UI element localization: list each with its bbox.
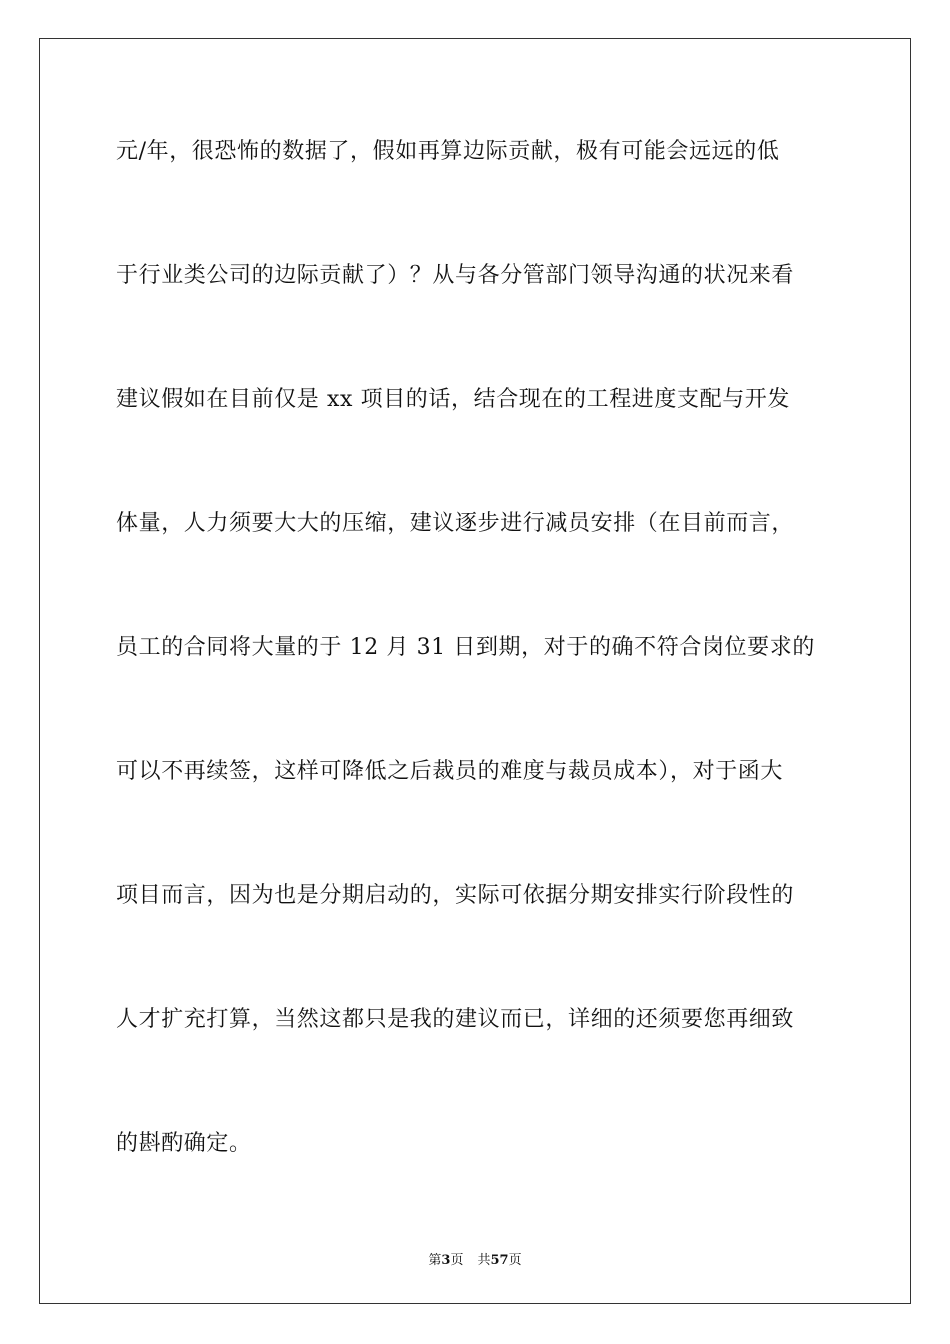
text-line-1: 元/年，很恐怖的数据了，假如再算边际贡献，极有可能会远远的低 xyxy=(116,139,780,164)
text-line-5: 员工的合同将大量的于 12 月 31 日到期，对于的确不符合岗位要求的 xyxy=(116,635,815,660)
text-line-7: 项目而言，因为也是分期启动的，实际可依据分期安排实行阶段性的 xyxy=(116,883,795,908)
text-line-9: 的斟酌确定。 xyxy=(116,1131,252,1156)
page-current: 3 xyxy=(441,1253,451,1268)
total-suffix: 页 xyxy=(508,1253,522,1268)
page-total: 57 xyxy=(490,1253,509,1268)
page-suffix: 页 xyxy=(450,1253,464,1268)
total-prefix: 共 xyxy=(477,1253,491,1268)
text-line-2: 于行业类公司的边际贡献了）？从与各分管部门领导沟通的状况来看 xyxy=(116,263,795,288)
text-line-6: 可以不再续签，这样可降低之后裁员的难度与裁员成本），对于函大 xyxy=(116,759,784,784)
page-footer xyxy=(0,1249,950,1268)
body-text xyxy=(116,130,836,1246)
text-line-4: 体量，人力须要大大的压缩，建议逐步进行减员安排（在目前而言， xyxy=(116,511,795,536)
text-line-3: 建议假如在目前仅是 xx 项目的话，结合现在的工程进度支配与开发 xyxy=(116,387,791,412)
text-line-8: 人才扩充打算，当然这都只是我的建议而已，详细的还须要您再细致 xyxy=(116,1007,795,1032)
page-prefix: 第 xyxy=(428,1253,442,1268)
